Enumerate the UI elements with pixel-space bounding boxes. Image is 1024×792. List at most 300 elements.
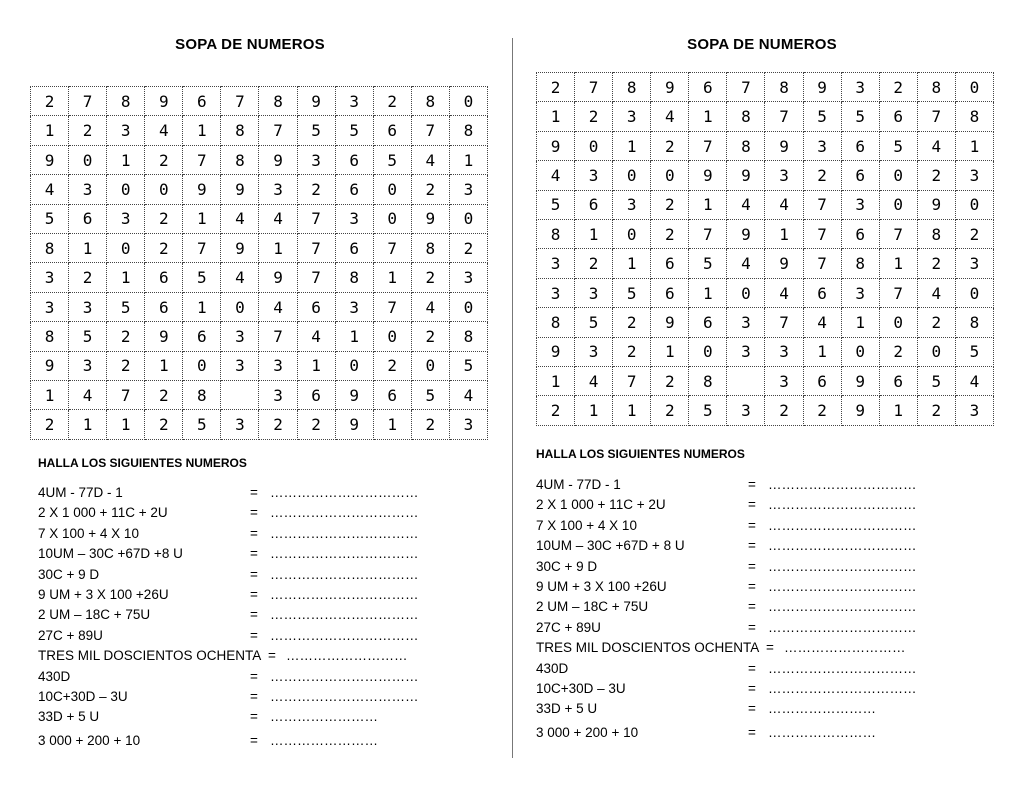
grid-cell: 1 xyxy=(335,322,373,351)
grid-cell: 8 xyxy=(449,322,487,351)
grid-cell: 3 xyxy=(575,337,613,366)
grid-cell: 7 xyxy=(727,73,765,102)
exercise-row xyxy=(38,689,478,709)
grid-cell: 3 xyxy=(727,396,765,426)
grid-cell: 2 xyxy=(651,367,689,396)
grid-row xyxy=(31,145,488,174)
exercise-row xyxy=(38,505,478,525)
grid-cell: 6 xyxy=(145,292,183,321)
grid-cell: 8 xyxy=(917,220,955,249)
grid-cell: 1 xyxy=(145,351,183,380)
grid-cell: 1 xyxy=(689,190,727,219)
grid-cell: 9 xyxy=(297,87,335,116)
exercise-row xyxy=(536,681,976,701)
grid-cell: 9 xyxy=(841,367,879,396)
grid-cell: 0 xyxy=(613,220,651,249)
number-search-grid xyxy=(536,72,994,426)
grid-cell: 6 xyxy=(373,116,411,145)
exercise-expression: 30C + 9 D xyxy=(536,558,598,574)
answer-blank[interactable]: …………………………… xyxy=(768,538,917,554)
grid-cell: 2 xyxy=(651,220,689,249)
grid-cell: 9 xyxy=(183,175,221,204)
exercise-row xyxy=(536,725,976,749)
equals-sign: = xyxy=(268,648,276,664)
equals-sign: = xyxy=(250,566,258,582)
number-search-grid xyxy=(30,86,488,440)
grid-cell: 5 xyxy=(107,292,145,321)
grid-cell: 6 xyxy=(69,204,107,233)
instructions-heading: HALLA LOS SIGUIENTES NUMEROS xyxy=(536,447,745,461)
exercise-expression: 7 X 100 + 4 X 10 xyxy=(536,517,637,533)
grid-cell: 1 xyxy=(575,220,613,249)
exercise-expression: 10UM – 30C +67D + 8 U xyxy=(536,538,685,554)
grid-cell: 4 xyxy=(411,145,449,174)
grid-cell: 6 xyxy=(373,381,411,410)
grid-cell: 4 xyxy=(765,278,803,307)
worksheet-title: SOPA DE NUMEROS xyxy=(175,36,325,53)
grid-cell: 3 xyxy=(31,292,69,321)
answer-blank[interactable]: …………………………… xyxy=(270,586,419,602)
grid-cell: 2 xyxy=(107,351,145,380)
grid-cell: 1 xyxy=(651,337,689,366)
grid-cell: 0 xyxy=(879,190,917,219)
grid-cell: 9 xyxy=(335,410,373,440)
grid-cell: 8 xyxy=(31,322,69,351)
grid-cell: 7 xyxy=(259,116,297,145)
grid-cell: 5 xyxy=(31,204,69,233)
grid-cell: 2 xyxy=(69,116,107,145)
grid-cell: 2 xyxy=(765,396,803,426)
exercise-row xyxy=(536,640,976,660)
grid-cell: 6 xyxy=(879,102,917,131)
grid-cell: 9 xyxy=(651,73,689,102)
grid-cell: 8 xyxy=(727,102,765,131)
grid-row xyxy=(537,337,994,366)
grid-cell: 0 xyxy=(879,308,917,337)
grid-cell: 3 xyxy=(449,410,487,440)
exercise-expression: TRES MIL DOSCIENTOS OCHENTA xyxy=(38,648,262,664)
grid-cell: 3 xyxy=(841,73,879,102)
grid-cell: 0 xyxy=(651,161,689,190)
grid-cell: 7 xyxy=(259,322,297,351)
grid-cell: 2 xyxy=(373,351,411,380)
grid-cell: 4 xyxy=(221,204,259,233)
answer-blank[interactable]: …………………………… xyxy=(270,505,419,521)
exercise-list xyxy=(38,485,478,757)
answer-blank[interactable]: …………………………… xyxy=(768,599,917,615)
grid-row xyxy=(537,249,994,278)
grid-cell: 3 xyxy=(955,161,993,190)
grid-cell: 5 xyxy=(575,308,613,337)
exercise-expression: 9 UM + 3 X 100 +26U xyxy=(38,586,169,602)
grid-cell: 5 xyxy=(689,396,727,426)
exercise-expression: 33D + 5 U xyxy=(38,709,100,725)
grid-cell: 6 xyxy=(297,381,335,410)
grid-cell: 3 xyxy=(335,87,373,116)
exercise-row xyxy=(38,567,478,587)
grid-cell: 9 xyxy=(145,322,183,351)
grid-cell: 8 xyxy=(221,116,259,145)
grid-cell: 2 xyxy=(297,175,335,204)
grid-cell: 0 xyxy=(955,190,993,219)
grid-cell: 3 xyxy=(537,249,575,278)
exercise-row xyxy=(536,538,976,558)
answer-blank[interactable]: …………………………… xyxy=(768,517,917,533)
equals-sign: = xyxy=(748,680,756,696)
grid-cell: 2 xyxy=(803,161,841,190)
grid-cell: 8 xyxy=(613,73,651,102)
grid-cell: 5 xyxy=(841,102,879,131)
grid-cell: 0 xyxy=(575,131,613,160)
grid-row xyxy=(537,73,994,102)
grid-cell: 3 xyxy=(803,131,841,160)
grid-cell: 5 xyxy=(613,278,651,307)
grid-cell: 4 xyxy=(145,116,183,145)
grid-cell: 3 xyxy=(335,292,373,321)
grid-cell: 7 xyxy=(765,308,803,337)
answer-blank[interactable]: …………………………… xyxy=(270,668,419,684)
answer-blank[interactable]: …………………………… xyxy=(270,627,419,643)
grid-cell: 4 xyxy=(537,161,575,190)
grid-cell: 7 xyxy=(917,102,955,131)
grid-cell: 9 xyxy=(689,161,727,190)
grid-cell: 2 xyxy=(917,249,955,278)
grid-cell: 3 xyxy=(31,263,69,292)
grid-cell: 0 xyxy=(335,351,373,380)
grid-cell xyxy=(727,367,765,396)
grid-cell: 3 xyxy=(727,337,765,366)
grid-cell: 4 xyxy=(727,190,765,219)
grid-cell: 7 xyxy=(575,73,613,102)
grid-cell: 3 xyxy=(449,175,487,204)
exercise-row xyxy=(38,669,478,689)
grid-cell: 1 xyxy=(879,396,917,426)
answer-blank[interactable]: …………………………… xyxy=(270,688,419,704)
exercise-row xyxy=(536,579,976,599)
grid-cell: 5 xyxy=(373,145,411,174)
equals-sign: = xyxy=(250,709,258,725)
grid-cell: 8 xyxy=(917,73,955,102)
grid-cell: 8 xyxy=(411,87,449,116)
grid-cell: 7 xyxy=(613,367,651,396)
grid-cell: 1 xyxy=(69,234,107,263)
grid-cell: 5 xyxy=(449,351,487,380)
answer-blank[interactable]: …………………………… xyxy=(768,558,917,574)
grid-row xyxy=(31,87,488,116)
grid-cell: 7 xyxy=(373,292,411,321)
grid-cell: 2 xyxy=(145,410,183,440)
exercise-row xyxy=(38,546,478,566)
grid-cell: 2 xyxy=(613,308,651,337)
exercise-row xyxy=(38,485,478,505)
answer-blank[interactable]: …………………………… xyxy=(768,578,917,594)
exercise-expression: 10C+30D – 3U xyxy=(38,688,128,704)
equals-sign: = xyxy=(748,701,756,717)
exercise-expression: 10UM – 30C +67D +8 U xyxy=(38,546,183,562)
grid-cell: 0 xyxy=(69,145,107,174)
grid-cell: 2 xyxy=(917,308,955,337)
grid-row xyxy=(31,322,488,351)
grid-cell: 2 xyxy=(411,410,449,440)
grid-cell: 9 xyxy=(221,234,259,263)
grid-cell: 6 xyxy=(145,263,183,292)
grid-cell: 7 xyxy=(689,131,727,160)
equals-sign: = xyxy=(748,619,756,635)
grid-cell: 8 xyxy=(259,87,297,116)
grid-cell: 4 xyxy=(917,131,955,160)
grid-row xyxy=(537,102,994,131)
grid-cell: 7 xyxy=(803,249,841,278)
exercise-list xyxy=(536,477,976,749)
grid-cell: 1 xyxy=(879,249,917,278)
grid-row xyxy=(537,131,994,160)
grid-cell: 2 xyxy=(613,337,651,366)
grid-cell: 0 xyxy=(221,292,259,321)
grid-cell: 8 xyxy=(335,263,373,292)
grid-cell: 8 xyxy=(955,102,993,131)
grid-cell: 4 xyxy=(221,263,259,292)
grid-row xyxy=(537,367,994,396)
answer-blank[interactable]: …………………………… xyxy=(768,619,917,635)
grid-cell: 0 xyxy=(613,161,651,190)
grid-cell: 9 xyxy=(259,263,297,292)
grid-cell: 2 xyxy=(575,249,613,278)
grid-cell: 1 xyxy=(449,145,487,174)
answer-blank[interactable]: …………………………… xyxy=(270,566,419,582)
grid-cell: 9 xyxy=(145,87,183,116)
grid-cell: 3 xyxy=(449,263,487,292)
grid-cell: 2 xyxy=(651,396,689,426)
equals-sign: = xyxy=(748,517,756,533)
exercise-expression: 2 X 1 000 + 11C + 2U xyxy=(38,505,168,521)
grid-cell: 9 xyxy=(651,308,689,337)
answer-blank[interactable]: …………………… xyxy=(270,733,378,749)
grid-row xyxy=(537,220,994,249)
grid-cell: 4 xyxy=(69,381,107,410)
grid-cell: 8 xyxy=(449,116,487,145)
grid-cell: 6 xyxy=(183,87,221,116)
grid-cell: 9 xyxy=(31,351,69,380)
answer-blank[interactable]: …………………………… xyxy=(270,546,419,562)
grid-cell: 2 xyxy=(297,410,335,440)
grid-cell: 0 xyxy=(955,278,993,307)
grid-cell: 1 xyxy=(613,396,651,426)
grid-cell: 7 xyxy=(297,234,335,263)
grid-row xyxy=(31,204,488,233)
grid-cell: 3 xyxy=(259,381,297,410)
instructions-heading: HALLA LOS SIGUIENTES NUMEROS xyxy=(38,456,247,470)
grid-cell: 2 xyxy=(31,87,69,116)
grid-cell: 7 xyxy=(373,234,411,263)
grid-cell: 3 xyxy=(107,116,145,145)
answer-blank[interactable]: …………………………… xyxy=(270,607,419,623)
exercise-expression: 9 UM + 3 X 100 +26U xyxy=(536,578,667,594)
grid-row xyxy=(537,278,994,307)
grid-cell: 9 xyxy=(537,337,575,366)
grid-cell: 3 xyxy=(575,161,613,190)
exercise-row xyxy=(536,559,976,579)
grid-cell: 7 xyxy=(879,220,917,249)
grid-cell: 2 xyxy=(145,145,183,174)
grid-cell: 9 xyxy=(803,73,841,102)
exercise-expression: 430D xyxy=(38,668,71,684)
grid-cell: 3 xyxy=(69,351,107,380)
grid-cell: 3 xyxy=(221,410,259,440)
answer-blank[interactable]: ……………………… xyxy=(286,648,408,664)
grid-cell: 4 xyxy=(31,175,69,204)
grid-cell: 4 xyxy=(955,367,993,396)
grid-cell: 1 xyxy=(69,410,107,440)
grid-row xyxy=(537,396,994,426)
grid-cell: 5 xyxy=(955,337,993,366)
grid-cell: 6 xyxy=(841,131,879,160)
grid-cell: 2 xyxy=(107,322,145,351)
exercise-expression: 4UM - 77D - 1 xyxy=(38,485,123,500)
exercise-expression: 2 UM – 18C + 75U xyxy=(536,599,649,615)
equals-sign: = xyxy=(748,497,756,513)
grid-cell: 0 xyxy=(183,351,221,380)
grid-cell: 2 xyxy=(145,234,183,263)
answer-blank[interactable]: …………………… xyxy=(270,709,378,725)
grid-cell: 6 xyxy=(651,278,689,307)
grid-cell: 1 xyxy=(689,102,727,131)
grid-cell: 0 xyxy=(373,175,411,204)
equals-sign: = xyxy=(748,538,756,554)
grid-cell: 7 xyxy=(69,87,107,116)
answer-blank[interactable]: …………………………… xyxy=(768,660,917,676)
grid-cell: 1 xyxy=(373,410,411,440)
grid-cell: 2 xyxy=(411,263,449,292)
exercise-row xyxy=(38,526,478,546)
grid-cell: 7 xyxy=(879,278,917,307)
grid-row xyxy=(31,116,488,145)
grid-cell: 9 xyxy=(917,190,955,219)
answer-blank[interactable]: ……………………… xyxy=(784,640,906,656)
grid-cell: 0 xyxy=(727,278,765,307)
grid-cell: 9 xyxy=(841,396,879,426)
grid-cell: 7 xyxy=(803,220,841,249)
grid-cell: 6 xyxy=(803,367,841,396)
grid-cell: 6 xyxy=(803,278,841,307)
grid-cell: 3 xyxy=(335,204,373,233)
grid-cell: 4 xyxy=(575,367,613,396)
grid-cell: 6 xyxy=(841,220,879,249)
grid-row xyxy=(31,263,488,292)
grid-cell: 1 xyxy=(613,249,651,278)
grid-cell: 2 xyxy=(449,234,487,263)
grid-cell: 3 xyxy=(575,278,613,307)
grid-cell: 5 xyxy=(183,410,221,440)
grid-cell: 9 xyxy=(727,220,765,249)
exercise-expression: 10C+30D – 3U xyxy=(536,680,626,696)
grid-row xyxy=(31,410,488,440)
grid-cell: 3 xyxy=(613,102,651,131)
grid-cell: 8 xyxy=(183,381,221,410)
grid-cell: 0 xyxy=(107,175,145,204)
grid-cell: 4 xyxy=(765,190,803,219)
answer-blank[interactable]: …………………… xyxy=(768,725,876,741)
grid-cell: 4 xyxy=(917,278,955,307)
grid-cell: 9 xyxy=(537,131,575,160)
grid-cell: 0 xyxy=(107,234,145,263)
grid-cell: 3 xyxy=(221,351,259,380)
grid-cell: 3 xyxy=(613,190,651,219)
answer-blank[interactable]: …………………………… xyxy=(768,680,917,696)
equals-sign: = xyxy=(250,505,258,521)
grid-cell: 5 xyxy=(183,263,221,292)
grid-row xyxy=(537,161,994,190)
grid-cell: 3 xyxy=(537,278,575,307)
grid-cell: 9 xyxy=(765,131,803,160)
grid-cell: 7 xyxy=(803,190,841,219)
grid-cell: 7 xyxy=(221,87,259,116)
exercise-expression: 430D xyxy=(536,660,569,676)
equals-sign: = xyxy=(250,586,258,602)
grid-row xyxy=(537,308,994,337)
grid-cell: 2 xyxy=(145,204,183,233)
grid-cell: 9 xyxy=(221,175,259,204)
equals-sign: = xyxy=(748,599,756,615)
exercise-expression: 2 UM – 18C + 75U xyxy=(38,607,151,623)
grid-cell: 8 xyxy=(537,220,575,249)
grid-cell: 3 xyxy=(297,145,335,174)
grid-cell: 8 xyxy=(841,249,879,278)
exercise-expression: 3 000 + 200 + 10 xyxy=(536,725,639,741)
grid-cell: 2 xyxy=(259,410,297,440)
exercise-expression: 7 X 100 + 4 X 10 xyxy=(38,525,139,541)
grid-cell: 1 xyxy=(183,204,221,233)
grid-cell: 7 xyxy=(297,204,335,233)
grid-cell: 0 xyxy=(145,175,183,204)
worksheet-right xyxy=(512,0,1012,792)
grid-cell: 4 xyxy=(803,308,841,337)
exercise-expression: 3 000 + 200 + 10 xyxy=(38,733,141,749)
grid-cell: 5 xyxy=(689,249,727,278)
grid-cell: 8 xyxy=(727,131,765,160)
grid-cell: 2 xyxy=(651,190,689,219)
grid-cell: 3 xyxy=(107,204,145,233)
grid-cell: 8 xyxy=(221,145,259,174)
grid-cell: 3 xyxy=(955,396,993,426)
exercise-row xyxy=(536,701,976,725)
equals-sign: = xyxy=(748,578,756,594)
grid-cell: 8 xyxy=(537,308,575,337)
grid-row xyxy=(31,381,488,410)
equals-sign: = xyxy=(250,607,258,623)
grid-cell: 9 xyxy=(259,145,297,174)
grid-row xyxy=(31,351,488,380)
grid-cell: 0 xyxy=(373,322,411,351)
answer-blank[interactable]: …………………… xyxy=(768,701,876,717)
grid-cell: 1 xyxy=(955,131,993,160)
grid-cell: 3 xyxy=(69,292,107,321)
equals-sign: = xyxy=(250,668,258,684)
grid-cell: 1 xyxy=(537,367,575,396)
answer-blank[interactable]: …………………………… xyxy=(768,477,917,492)
grid-cell: 8 xyxy=(107,87,145,116)
grid-cell: 2 xyxy=(803,396,841,426)
exercise-expression: 27C + 89U xyxy=(536,619,601,635)
exercise-expression: 2 X 1 000 + 11C + 2U xyxy=(536,497,666,513)
answer-blank[interactable]: …………………………… xyxy=(270,525,419,541)
grid-cell: 3 xyxy=(259,175,297,204)
answer-blank[interactable]: …………………………… xyxy=(270,485,419,500)
grid-cell: 0 xyxy=(841,337,879,366)
grid-cell: 3 xyxy=(259,351,297,380)
grid-cell: 2 xyxy=(575,102,613,131)
answer-blank[interactable]: …………………………… xyxy=(768,497,917,513)
grid-cell: 8 xyxy=(765,73,803,102)
